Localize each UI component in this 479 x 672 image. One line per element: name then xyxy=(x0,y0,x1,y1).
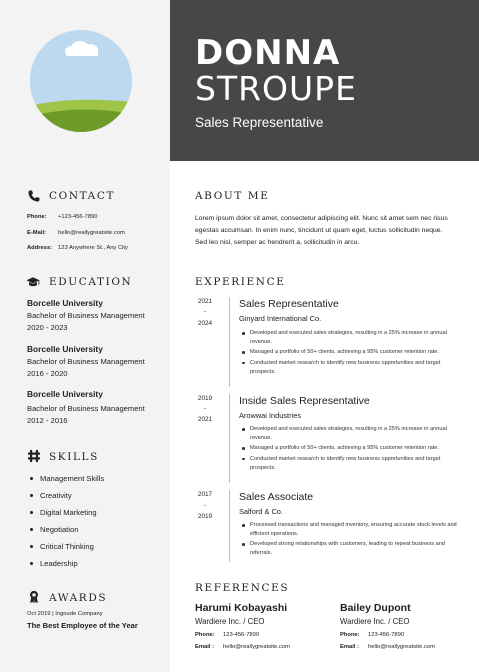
award-date-company: Oct 2019 | Ingoude Company xyxy=(27,611,103,617)
experience-bullet: Developed strong relationships with customers, leading to repeat business and referrals. xyxy=(250,540,460,558)
reference-email-label: Email : xyxy=(340,644,360,650)
contact-address-value: 123 Anywhere St., Any City xyxy=(58,245,128,251)
contact-address-row xyxy=(27,245,128,251)
experience-role: Inside Sales Representative xyxy=(239,395,370,407)
reference-phone-label: Phone: xyxy=(195,632,215,638)
experience-year-start: 2024 xyxy=(197,320,213,327)
experience-bullet: Processed transactions and managed inventory, ensuring accurate stock levels and efficient operations. xyxy=(250,521,460,539)
contact-email-label: E-Mail: xyxy=(27,230,47,236)
landscape-image-icon xyxy=(30,30,132,132)
award-ribbon-icon xyxy=(27,590,41,604)
education-degree: Bachelor of Business Management xyxy=(27,357,145,366)
experience-company: Ginyard International Co. xyxy=(239,314,322,323)
experience-timeline-line xyxy=(229,297,230,387)
reference-phone-label: Phone: xyxy=(340,632,360,638)
contact-phone-label: Phone: xyxy=(27,214,47,220)
education-heading: EDUCATION xyxy=(49,276,133,288)
reference-email-row xyxy=(340,644,435,650)
reference-email-label: Email : xyxy=(195,644,215,650)
experience-bullets xyxy=(250,425,460,474)
job-title: Sales Representative xyxy=(195,115,324,130)
skill-item: Leadership xyxy=(40,559,78,568)
awards-heading: AWARDS xyxy=(49,592,108,604)
reference-email-value: hello@reallygreatsite.com xyxy=(368,644,435,650)
reference-name: Bailey Dupont xyxy=(340,602,411,614)
skill-item: Critical Thinking xyxy=(40,542,94,551)
education-school: Borcelle University xyxy=(27,344,103,354)
education-school: Borcelle University xyxy=(27,389,103,399)
about-text: Lorem ipsum dolor sit amet, consectetur adipiscing elit. Nunc sit amet sem nec risus egestas accumsan. In enim nunc, tincidunt ut quam eget, luctus sollicitudin neque. Sed leo nisl, semper ac hendrerit a, sollicitudin in arcu. xyxy=(195,215,448,246)
experience-bullet: Conducted market research to identify new business opportunities and target prospects. xyxy=(250,359,460,377)
contact-email-value: hello@reallygreatsite.com xyxy=(58,230,125,236)
education-years: 2020 - 2023 xyxy=(27,323,68,332)
experience-bullet: Conducted market research to identify new business opportunities and target prospects. xyxy=(250,455,460,473)
reference-company: Wardiere Inc. / CEO xyxy=(340,617,410,626)
skill-item: Creativity xyxy=(40,491,72,500)
experience-year-start: 2019 xyxy=(197,513,213,520)
reference-phone-value: 123-456-7890 xyxy=(223,632,260,638)
phone-icon xyxy=(27,189,41,203)
education-years: 2012 - 2016 xyxy=(27,416,68,425)
experience-year-dash: - xyxy=(203,405,207,412)
education-years: 2016 - 2020 xyxy=(27,369,68,378)
experience-bullets xyxy=(250,329,460,378)
skill-item: Negotiation xyxy=(40,525,79,534)
reference-company: Wardiere Inc. / CEO xyxy=(195,617,265,626)
about-heading: ABOUT ME xyxy=(195,190,270,202)
experience-bullet: Managed a portfolio of 50+ clients, achieving a 95% customer retention rate. xyxy=(250,444,460,453)
experience-year-end: 2019 xyxy=(197,395,213,402)
education-degree: Bachelor of Business Management xyxy=(27,404,145,413)
skill-item: Digital Marketing xyxy=(40,508,97,517)
reference-email-row xyxy=(195,644,290,650)
experience-company: Salford & Co. xyxy=(239,507,283,516)
experience-timeline-line xyxy=(229,490,230,562)
experience-bullet: Managed a portfolio of 50+ clients, achieving a 95% customer retention rate. xyxy=(250,348,460,357)
reference-phone-value: 123-456-7890 xyxy=(368,632,405,638)
contact-phone-row xyxy=(27,214,98,220)
reference-phone-row xyxy=(195,632,259,638)
experience-timeline-line xyxy=(229,394,230,483)
experience-bullet: Developed and executed sales strategies, resulting in a 25% increase in annual revenue. xyxy=(250,425,460,443)
experience-year-start: 2021 xyxy=(197,416,213,423)
last-name: STROUPE xyxy=(195,69,357,108)
graduation-cap-icon xyxy=(26,275,40,289)
education-school: Borcelle University xyxy=(27,298,103,308)
experience-year-end: 2017 xyxy=(197,491,213,498)
experience-company: Arowwai Industries xyxy=(239,411,302,420)
experience-bullet: Developed and executed sales strategies, resulting in a 25% increase in annual revenue. xyxy=(250,329,460,347)
first-name: DONNA xyxy=(195,33,341,73)
experience-year-dash: - xyxy=(203,308,207,315)
reference-email-value: hello@reallygreatsite.com xyxy=(223,644,290,650)
experience-bullets xyxy=(250,521,460,560)
award-title: The Best Employee of the Year xyxy=(27,621,138,630)
skill-item: Management Skills xyxy=(40,474,105,483)
reference-phone-row xyxy=(340,632,404,638)
grid-hash-icon xyxy=(27,449,41,463)
experience-year-end: 2021 xyxy=(197,298,213,305)
skills-heading: SKILLS xyxy=(49,451,99,463)
contact-phone-value: +123-456-7890 xyxy=(58,214,98,220)
contact-address-label: Address: xyxy=(27,245,53,251)
experience-role: Sales Associate xyxy=(239,491,314,503)
education-degree: Bachelor of Business Management xyxy=(27,311,145,320)
contact-email-row xyxy=(27,230,125,236)
experience-role: Sales Representative xyxy=(239,298,339,310)
reference-name: Harumi Kobayashi xyxy=(195,602,288,614)
profile-photo xyxy=(30,30,132,132)
experience-heading: EXPERIENCE xyxy=(195,276,286,288)
references-heading: REFERENCES xyxy=(195,582,290,594)
experience-year-dash: - xyxy=(203,502,207,509)
contact-heading: CONTACT xyxy=(49,190,116,202)
